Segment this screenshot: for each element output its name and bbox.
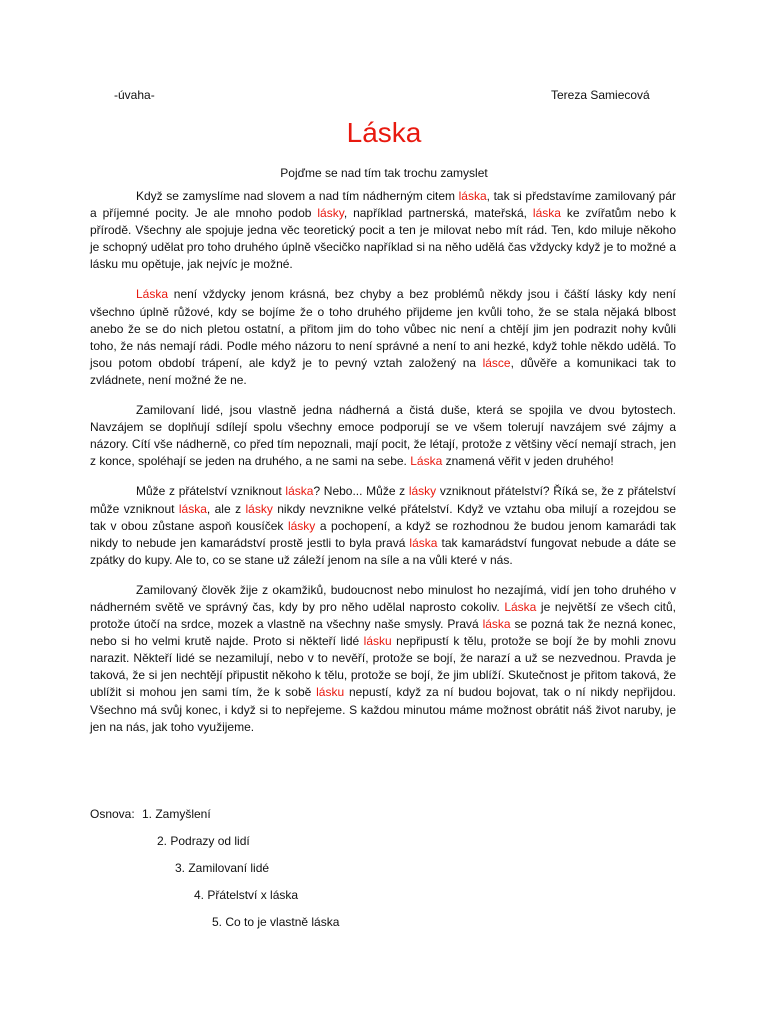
outline-item: 4. Přátelství x láska [194,888,299,902]
paragraph-text: se pozná tak že nezná konec, nebo si ho velmi krutě najde. Proto si někteří lidé [90,617,676,649]
paragraph-text: je největší ze všech citů, protože útočí na srdce, mozek a vlastně na všechny naše smysly. Pravá [90,599,676,632]
paragraph-text: , důvěře a komunikaci tak to zvládnete, není možné že ne. [90,355,676,387]
genre-label: -úvaha- [114,88,155,102]
paragraph-text: tak kamarádství fungovat nebude a dáte se zpátky do kupy. Ale to, co se stane už záleží jenom na síle a na vůli které v nás. [90,535,676,567]
paragraph-text: není vždycky jenom krásná, bez chyby a bez problémů někdy jsou i čáští lásky kdy není všechno úplně růžové, kdy se bojíme že o toho druhého přijdeme jen kvůli toho, že se stala nějaká blbost anebo že se do nich pletou ostatní, a přitom jim do toho vůbec nic není a chtějí jim jen podrazit nohy kvůli toho, že nás nemají rádi. Podle mého názoru to není správné a není to ani hezké, když tohle někdo udělá. To jsou potom období trápení, ale když je to pevný vztah založený na [90,287,676,370]
paragraph-text: , tak si představíme zamilovaný pár a příjemné pocity. Je ale mnoho podob [90,189,676,221]
paragraph-text: Když se zamyslíme nad slovem a nad tím nádherným citem [136,189,459,203]
outline-item: 5. Co to je vlastně láska [212,915,340,929]
highlighted-word: lásky [287,518,316,533]
document-title: Láska [346,117,422,148]
highlighted-word: láska [458,189,487,203]
highlighted-word: lásce [482,355,511,370]
outline-item: 1. Zamyšlení [142,807,211,821]
essay-paragraph [90,483,676,568]
highlighted-word: lásku [363,634,392,649]
outline-item: 3. Zamilovaní lidé [175,861,270,875]
highlighted-word: láska [482,617,511,632]
paragraph-text: ke zvířatům nebo k přírodě. Všechny ale spojuje jedna věc teoretický pocit a ten je milovat nebo mít rád. Ten, kdo miluje někoho je schopný udělat pro toho druhého úplně všecičko například si na něho udělá čas vždycky když je to možné a lásku mu opětuje, jak nejvíc je možné. [90,206,677,272]
highlighted-word: Láska [136,287,169,302]
highlighted-word: lásky [408,484,437,499]
essay-paragraph [90,582,676,736]
highlighted-word: láska [532,206,561,221]
paragraph-text: znamená věřit v jeden druhého! [442,454,614,469]
highlighted-word: láska [285,484,314,499]
paragraph-text: a pochopení, a když se rozhodnou že budou jenom kamarádi tak nikdy to nebude jen kamarádství prostě jestli to byla pravá [90,518,676,550]
highlighted-word: lásky [317,206,344,221]
highlighted-word: lásku [316,685,345,700]
outline-item: 2. Podrazy od lidí [157,834,250,848]
paragraph-text: nikdy nevznikne velké přátelství. Když ve vztahu oba milují a rozejdou se tak v obou zůstane aspoň kousíček [90,501,676,533]
outline-label: Osnova: [90,807,135,821]
paragraph-text: nepřipustí k tělu, protože se bojí že by mohli znovu narazit. Někteří lidé se nezamilují, nebo v to nevěří, protože se bojí, že narazí a už se nezvednou. Pravda je taková, že si jen nechtějí připustit někoho k tělu, protože se bojí, že jim ublíží. Skutečnost je přitom taková, že ublížit si mohou jen sami tím, že k sobě [90,634,677,700]
document-subtitle: Pojďme se nad tím tak trochu zamyslet [280,166,488,180]
paragraph-text: Zamilovaní lidé, jsou vlastně jedna nádherná a čistá duše, která se spojila ve dvou bytostech. Navzájem se doplňují sdílejí spolu všechny emoce podporují se ve všem tolerují navzájem své zájmy a názory. Cítí vše nádherně, co před tím nepoznali, mají pocit, že létají, protože z většiny věcí nemají strach, jen z konce, spoléhají se jeden na druhého, a ne sami na sebe. [90,403,676,469]
paragraph-text: Může z přátelství vzniknout [136,484,286,499]
highlighted-word: Láska [504,599,537,614]
author-name: Tereza Samiecová [551,88,650,102]
paragraph-text: , ale z [206,501,246,516]
paragraph-text: Zamilovaný člověk žije z okamžiků, budoucnost nebo minulost ho nezajímá, vidí jen toho druhého v nádherném světě ve správný čas, kdy by pro něho udělal naprosto cokoliv. [90,582,676,614]
paragraph-text: ? Nebo... Může z [313,484,409,499]
paragraph-text: vzniknout přátelství? Říká se, že z přátelství může vzniknout [90,484,676,516]
paragraph-text: , například partnerská, mateřská, [343,206,533,221]
document-header [0,88,768,104]
essay-paragraph [90,402,676,470]
essay-body [90,188,676,749]
highlighted-word: Láska [410,454,443,469]
paragraph-text: nepustí, když za ní budou bojovat, tak o ní nikdy nepřijdou. Všechno má svůj konec, i když si to nepřejeme. S každou minutou máme možnost obrátit náš život naruby, je jen na nás, jak toho využijeme. [90,685,676,734]
highlighted-word: láska [409,535,438,550]
essay-paragraph [90,188,676,273]
highlighted-word: láska [178,501,207,516]
essay-paragraph [90,286,676,389]
highlighted-word: lásky [245,501,273,516]
